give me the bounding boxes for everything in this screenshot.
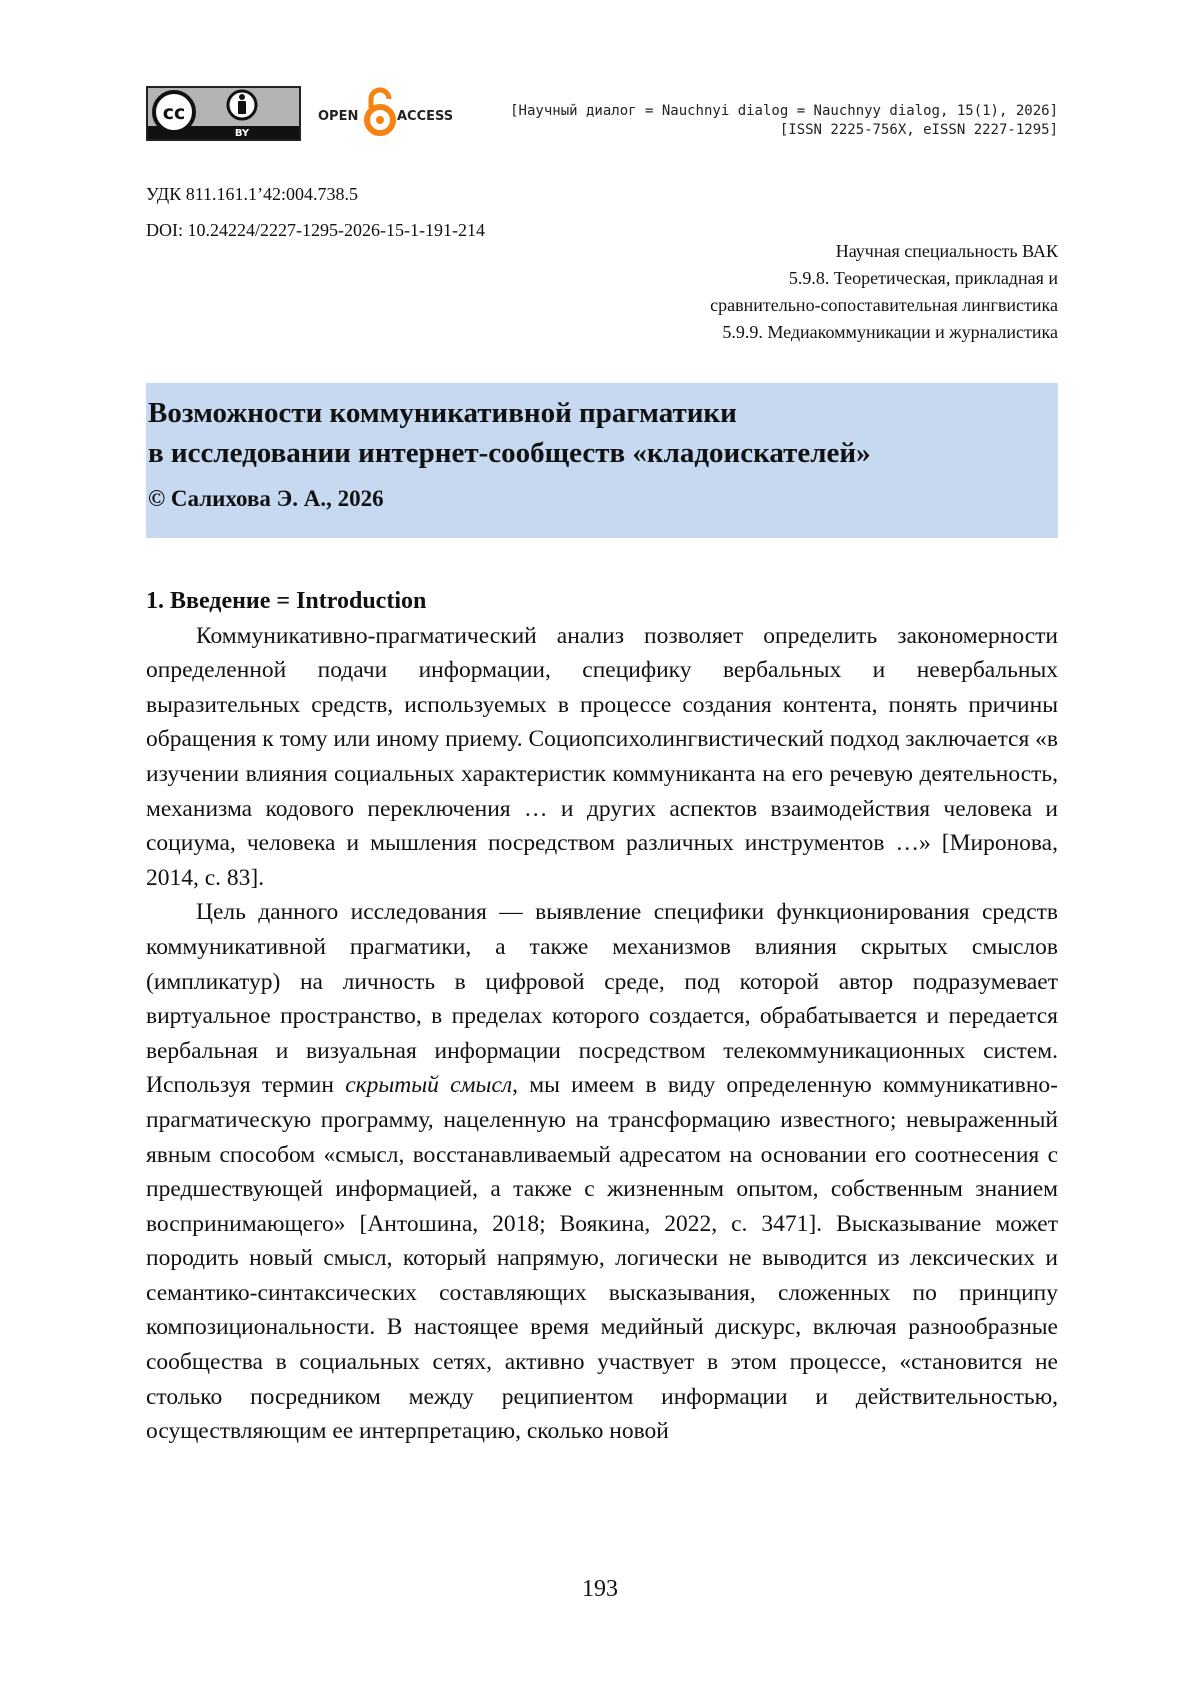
access-label: ACCESS [397, 109, 454, 124]
open-access-graphic [318, 86, 468, 141]
title-line: Возможности коммуникативной прагматики [148, 397, 737, 429]
page-number: 193 [582, 1576, 618, 1602]
specialty-line: 5.9.8. Теоретическая, прикладная и [788, 268, 1058, 288]
cc-by-license-badge[interactable] [146, 86, 301, 141]
author-copyright: © Салихова Э. А., 2026 [148, 486, 384, 511]
title-block [146, 383, 1058, 538]
section-heading: 1. Введение = Introduction [146, 588, 427, 614]
specialty-line: сравнительно-сопоставительная лингвистика [710, 295, 1058, 315]
cc-icon [154, 92, 194, 132]
paragraph-text: Цель данного исследования — выявление специфики функционирования средств коммуникативной прагматики, а также механизмов влияния скрытых смыслов (импликатур) на личность в цифровой среде, под которой автор подразумевает виртуальное пространство, в пределах которого создается, обрабатывается и передается вербальная и визуальная информации посредством телекоммуникационных систем. Используя термин [146, 899, 1058, 1099]
by-label: BY [234, 128, 250, 139]
vak-specialty [710, 238, 1058, 346]
doi[interactable]: DOI: 10.24224/2227-1295-2026-15-1-191-214 [146, 220, 485, 240]
article-meta [146, 176, 485, 248]
udk-code: УДК 811.161.1’42:004.738.5 [146, 184, 359, 204]
specialty-line: 5.9.9. Медиакоммуникации и журналистика [722, 322, 1058, 342]
journal-citation: [Научный диалог = Nauchnyi dialog = Nauchnyy dialog, 15(1), 2026] [510, 103, 1058, 119]
journal-issn: [ISSN 2225-756X, eISSN 2227-1295] [779, 122, 1058, 138]
paragraph [146, 895, 1058, 1449]
page-header [146, 86, 1058, 146]
journal-reference [510, 102, 1058, 140]
cc-by-graphic [148, 88, 299, 139]
open-label: OPEN [318, 109, 359, 124]
cc-label: cc [162, 102, 186, 124]
article-body [146, 584, 1058, 1449]
specialty-heading: Научная специальность ВАК [835, 241, 1058, 261]
paragraph-text: , мы имеем в виду определенную коммуникативно-прагматическую программу, нацеленную на трансформацию известного; невыраженный явным способом «смысл, восстанавливаемый адресатом на основании его соотнесения с предшествующей информацией, а также с жизненным опытом, собственным знанием воспринимающего» [Антошина, 2018; Воякина, 2022, с. 3471]. Высказывание может породить новый смысл, который напрямую, логически не выводится из лексических и семантико-синтаксических составляющих высказывания, сложенных по принципу композициональности. В настоящее время медийный дискурс, включая разнообразные сообщества в социальных сетях, активно участвует в этом процессе, «становится не столько посредником между реципиентом информации и действительностью, осуществляющим ее интерпретацию, сколько новой [146, 1072, 1058, 1445]
attribution-icon [228, 91, 256, 119]
paragraph: Коммуникативно-прагматический анализ позволяет определить закономерности определенной подачи информации, специфику вербальных и невербальных выразительных средств, используемых в процессе создания контента, понять причины обращения к тому или иному приему. Социопсихолингвистический подход заключается «в изучении влияния социальных характеристик коммуниканта на его речевую деятельность, механизма кодового переключения … и других аспектов взаимодействия человека и социума, человека и мышления посредством различных инструментов …» [Миронова, 2014, с. 83]. [146, 622, 1058, 891]
article-title [148, 393, 1058, 473]
italic-term: скрытый смысл [345, 1072, 513, 1099]
open-lock-icon [367, 90, 393, 133]
title-line: в исследовании интернет-сообществ «кладоискателей» [148, 437, 871, 469]
open-access-logo[interactable] [318, 86, 468, 141]
